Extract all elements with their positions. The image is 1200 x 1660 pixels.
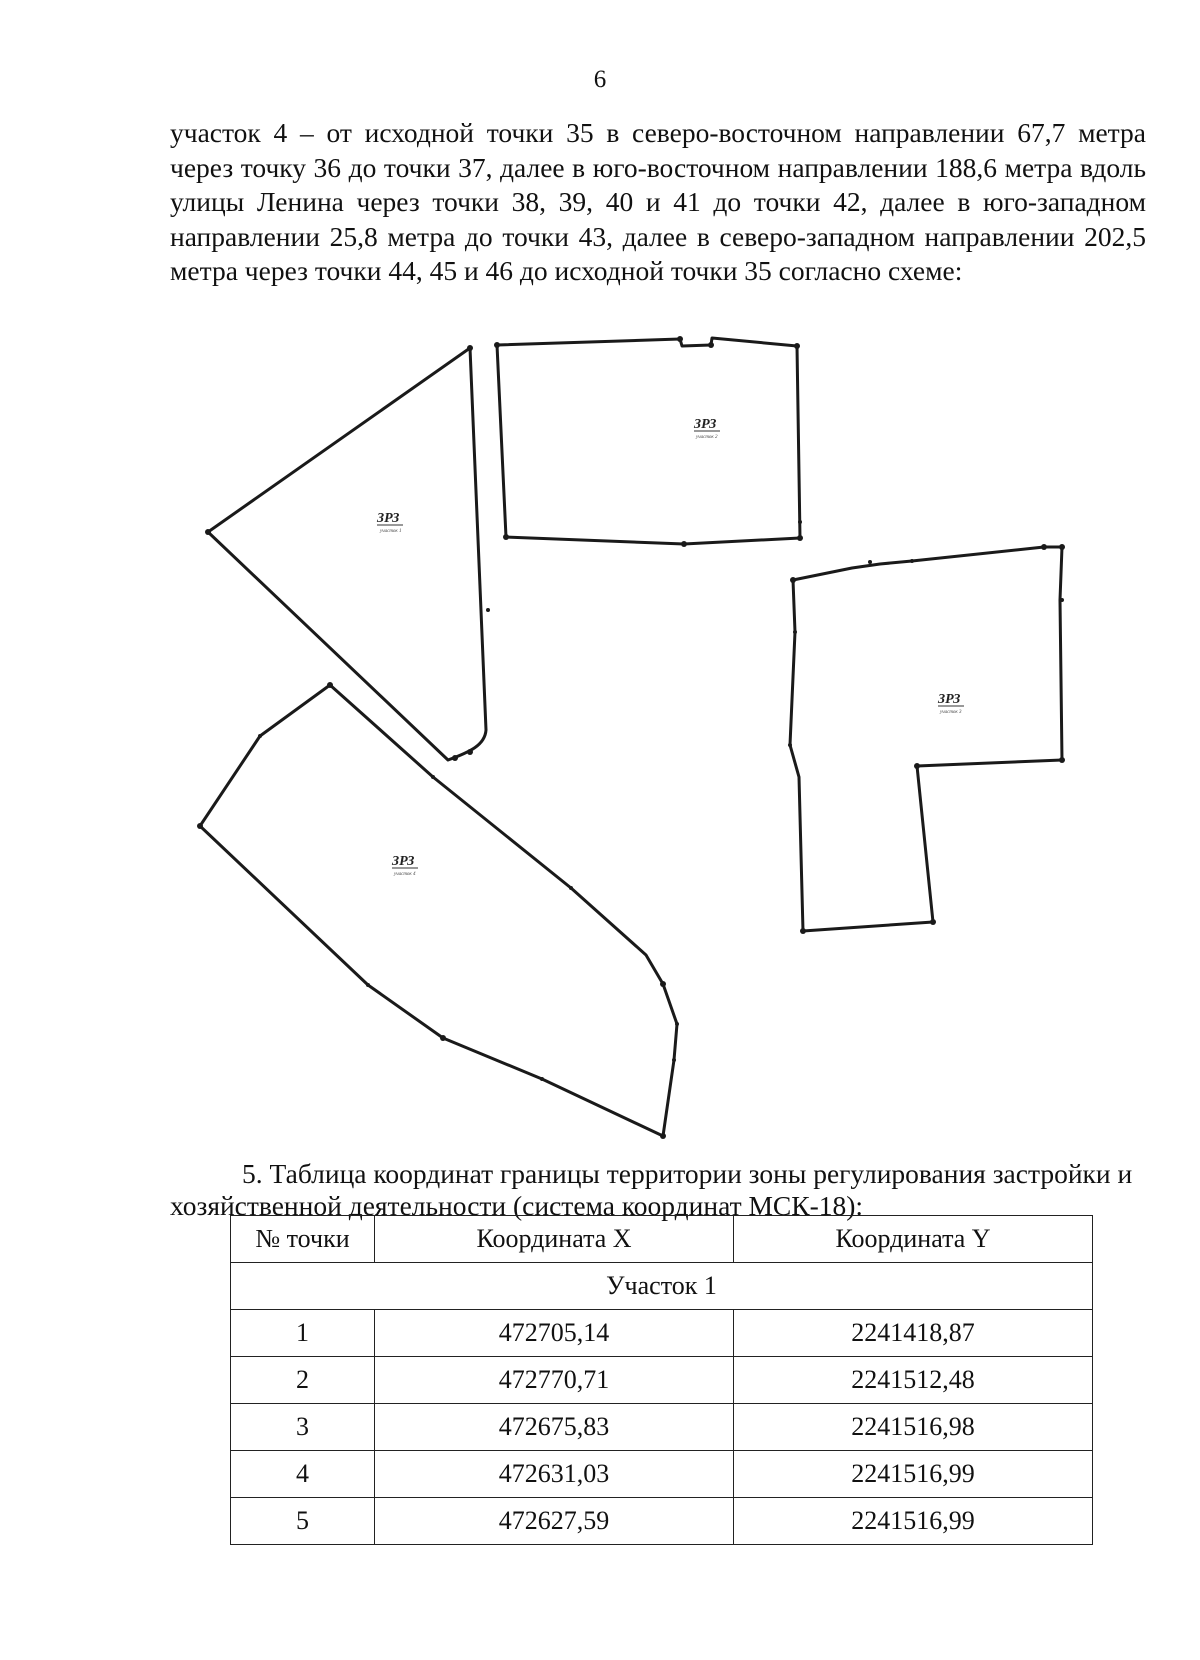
coordinate-x: 472631,03: [375, 1451, 734, 1498]
point-number: 3: [231, 1404, 375, 1451]
coordinate-x: 472627,59: [375, 1498, 734, 1545]
table-caption-text: 5. Таблица координат границы территории зоны регулирования застройки и хозяйственной деятельности (система координат МСК-18):: [170, 1158, 1133, 1221]
header-coordinate-y: Координата Y: [734, 1216, 1093, 1263]
zone-sublabel-1: участок 1: [380, 529, 402, 534]
point-number: 2: [231, 1357, 375, 1404]
zone-label-2: ЗРЗ: [694, 417, 717, 432]
header-coordinate-x: Координата X: [375, 1216, 734, 1263]
zone-label-4: ЗРЗ: [392, 854, 415, 869]
parcel-3-outline: [790, 547, 1062, 931]
table-row: [231, 1310, 1093, 1357]
coordinate-x: 472770,71: [375, 1357, 734, 1404]
zone-sublabel-3: участок 3: [940, 710, 962, 715]
header-point-number: № точки: [231, 1216, 375, 1263]
coordinate-y: 2241418,87: [734, 1310, 1093, 1357]
zone-label-1: ЗРЗ: [377, 511, 400, 526]
zone-sublabel-4: участок 4: [394, 872, 416, 877]
table-row: [231, 1357, 1093, 1404]
page-number: 6: [593, 66, 607, 93]
coordinate-x: 472705,14: [375, 1310, 734, 1357]
coordinate-y: 2241516,99: [734, 1451, 1093, 1498]
zone-sublabel-2: участок 2: [696, 435, 718, 440]
point-number: 4: [231, 1451, 375, 1498]
paragraph-section-4-description: участок 4 – от исходной точки 35 в северо-восточном направлении 67,7 метра через точку 36 до точки 37, далее в юго-восточном направлении 188,6 метра вдоль улицы Ленина через точки 38, 39, 40 и 41 до точки 42, далее в юго-западном направлении 25,8 метра до точки 43, далее в северо-западном направлении 202,5 метра через точки 44, 45 и 46 до исходной точки 35 согласно схеме:: [170, 117, 1146, 286]
table-header-row: [231, 1216, 1093, 1263]
point-number: 5: [231, 1498, 375, 1545]
zone-label-3: ЗРЗ: [938, 692, 961, 707]
coordinate-y: 2241512,48: [734, 1357, 1093, 1404]
table-row: [231, 1451, 1093, 1498]
coordinate-y: 2241516,99: [734, 1498, 1093, 1545]
coordinate-y: 2241516,98: [734, 1404, 1093, 1451]
section-row: [231, 1263, 1093, 1310]
table-caption: [170, 1158, 1146, 1222]
coordinate-x: 472675,83: [375, 1404, 734, 1451]
coordinates-table: [230, 1215, 1093, 1545]
table-row: [231, 1404, 1093, 1451]
section-title: Участок 1: [231, 1263, 1093, 1310]
parcel-2-outline: [497, 338, 800, 544]
table-row: [231, 1498, 1093, 1545]
point-number: 1: [231, 1310, 375, 1357]
